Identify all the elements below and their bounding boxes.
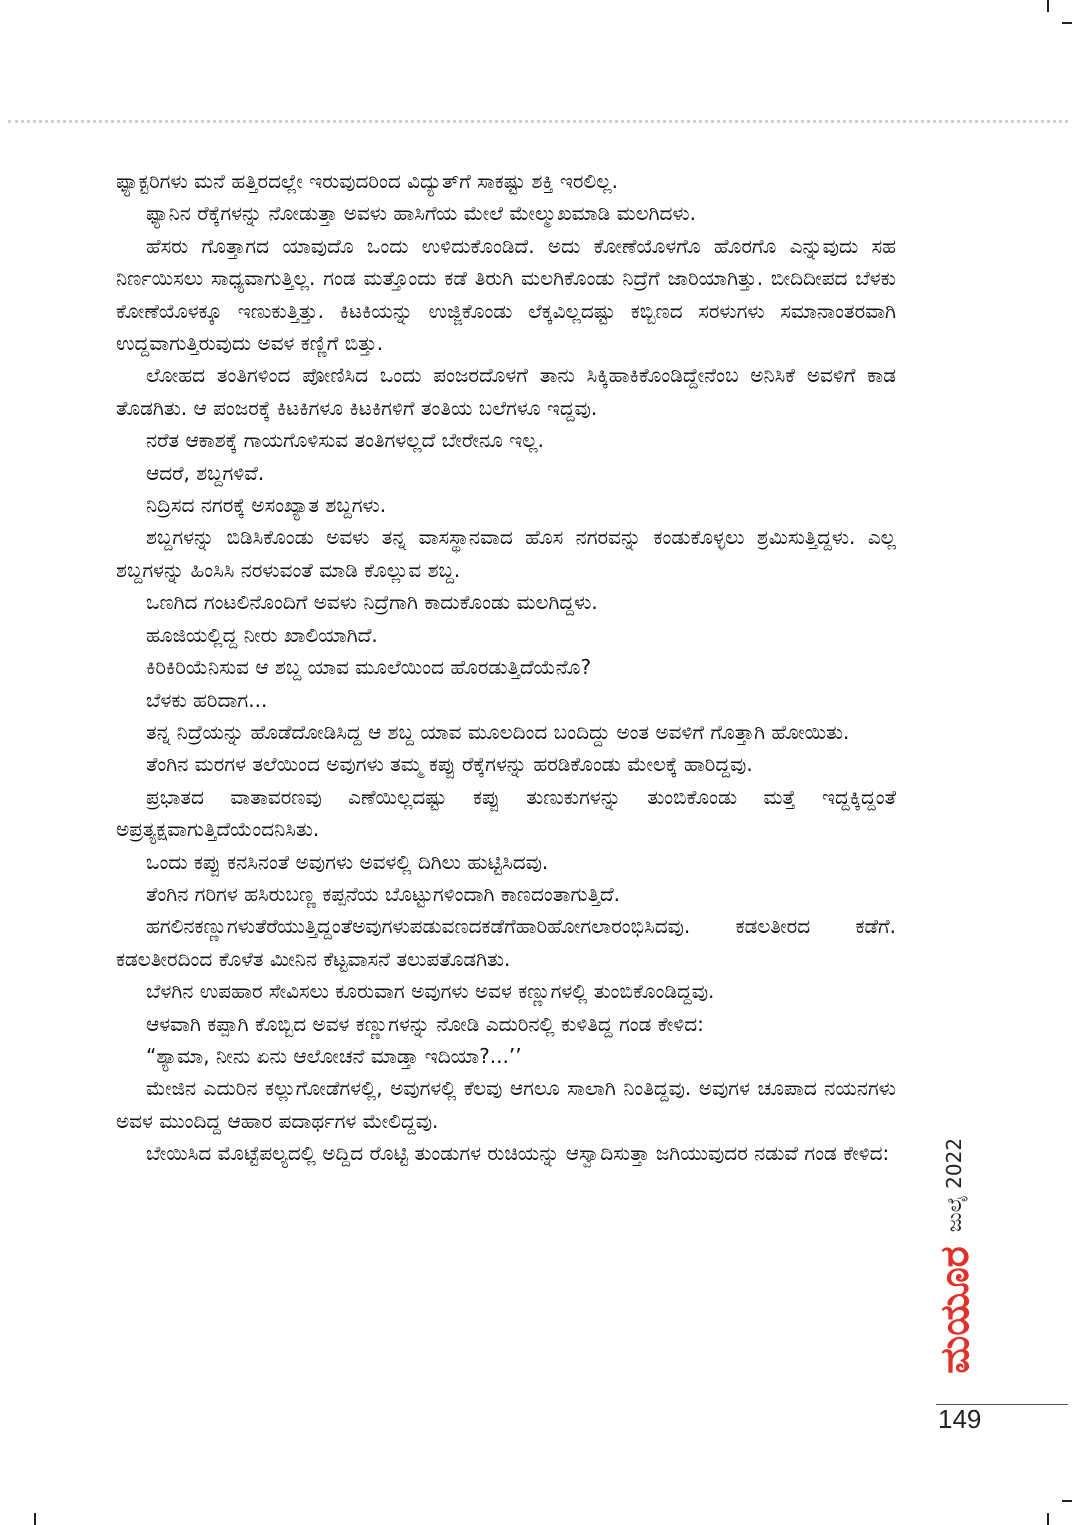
body-paragraph: ಬೆಳಗಿನ ಉಪಹಾರ ಸೇವಿಸಲು ಕೂರುವಾಗ ಅವುಗಳು ಅವಳ ಕಣ್ಣುಗಳಲ್ಲಿ ತುಂಬಿಕೊಂಡಿದ್ದವು. — [146, 979, 715, 1004]
crop-mark-top-right — [1047, 0, 1049, 12]
body-paragraph: ಫ್ಯಾನಿನ ರೆಕ್ಕೆಗಳನ್ನು ನೋಡುತ್ತಾ ಅವಳು ಹಾಸಿಗೆಯ ಮೇಲೆ ಮೇಲ್ಮುಖಮಾಡಿ ಮಲಗಿದಳು. — [146, 201, 697, 226]
magazine-name-text: ಮಯೂರ — [932, 1246, 978, 1374]
body-paragraph: “ಶ್ಯಾಮಾ, ನೀನು ಏನು ಆಲೋಚನೆ ಮಾಡ್ತಾ ಇದಿಯಾ?...’’ — [146, 1043, 522, 1068]
crop-mark-bottom-right — [1047, 1513, 1049, 1525]
crop-mark-right-upper — [1062, 22, 1072, 24]
body-paragraph: ತನ್ನ ನಿದ್ರೆಯನ್ನು ಹೊಡೆದೋಡಿಸಿದ್ದ ಆ ಶಬ್ದ ಯಾವ ಮೂಲದಿಂದ ಬಂದಿದ್ದು ಅಂತ ಅವಳಿಗೆ ಗೊತ್ತಾಗಿ ಹೋಯಿತು. — [146, 719, 850, 744]
crop-mark-bottom-left — [34, 1513, 36, 1525]
body-paragraph: ನಿದ್ರಿಸದ ನಗರಕ್ಕೆ ಅಸಂಖ್ಯಾತ ಶಬ್ದಗಳು. — [146, 493, 387, 518]
body-paragraph: ಬೆಳಕು ಹರಿದಾಗ... — [146, 687, 268, 712]
body-paragraph: ಮೇಜಿನ ಎದುರಿನ ಕಲ್ಲುಗೋಡೆಗಳಲ್ಲಿ, ಅವುಗಳಲ್ಲಿ ಕೆಲವು ಆಗಲೂ ಸಾಲಾಗಿ ನಿಂತಿದ್ದವು. ಅವುಗಳ ಚೂಪಾದ ನಯನಗಳು ಅವಳ ಮುಂದಿದ್ದ ಆಹಾರ ಪದಾರ್ಥಗಳ ಮೇಲಿದ್ದವು. — [116, 1076, 896, 1133]
body-paragraph: ಒಣಗಿದ ಗಂಟಲಿನೊಂದಿಗೆ ಅವಳು ನಿದ್ರೆಗಾಗಿ ಕಾದುಕೊಂಡು ಮಲಗಿದ್ದಳು. — [146, 590, 598, 615]
body-paragraph: ತೆಂಗಿನ ಗರಿಗಳ ಹಸಿರುಬಣ್ಣ ಕಪ್ಪನೆಯ ಬೊಟ್ಟುಗಳಿಂದಾಗಿ ಕಾಣದಂತಾಗುತ್ತಿದೆ. — [146, 881, 621, 906]
body-paragraph: ಒಂದು ಕಪ್ಪು ಕನಸಿನಂತೆ ಅವುಗಳು ಅವಳಲ್ಲಿ ದಿಗಿಲು ಹುಟ್ಟಿಸಿದವು. — [146, 849, 549, 874]
magazine-logo — [920, 1225, 990, 1395]
body-paragraph: ಪ್ರಭಾತದ ವಾತಾವರಣವು ಎಣೆಯಿಲ್ಲದಷ್ಟು ಕಪ್ಪು ತುಣುಕುಗಳನ್ನು ತುಂಬಿಕೊಂಡು ಮತ್ತೆ ಇದ್ದಕ್ಕಿದ್ದಂತೆ ಅಪ್ರತ್ಯಕ್ಷವಾಗುತ್ತಿದೆಯೆಂದನಿಸಿತು. — [116, 784, 896, 842]
body-paragraph: ಆಳವಾಗಿ ಕಪ್ಪಾಗಿ ಕೊಬ್ಬಿದ ಅವಳ ಕಣ್ಣುಗಳನ್ನು ನೋಡಿ ಎದುರಿನಲ್ಲಿ ಕುಳಿತಿದ್ದ ಗಂಡ ಕೇಳಿದ: — [146, 1011, 704, 1036]
body-paragraph: ಕಿರಿಕಿರಿಯೆನಿಸುವ ಆ ಶಬ್ದ ಯಾವ ಮೂಲೆಯಿಂದ ಹೊರಡುತ್ತಿದೆಯೆನೊ? — [146, 655, 592, 680]
body-paragraph: ತೆಂಗಿನ ಮರಗಳ ತಲೆಯಿಂದ ಅವುಗಳು ತಮ್ಮ ಕಪ್ಪು ರೆಕ್ಕೆಗಳನ್ನು ಹರಡಿಕೊಂಡು ಮೇಲಕ್ಕೆ ಹಾರಿದ್ದವು. — [146, 752, 753, 777]
body-paragraph: ಹೆಸರು ಗೊತ್ತಾಗದ ಯಾವುದೊ ಒಂದು ಉಳಿದುಕೊಂಡಿದೆ. ಅದು ಕೋಣೆಯೊಳಗೊ ಹೊರಗೊ ಎನ್ನುವುದು ಸಹ ನಿರ್ಣಯಿಸಲು ಸಾಧ್ಯವಾಗುತ್ತಿಲ್ಲ. ಗಂಡ ಮತ್ತೊಂದು ಕಡೆ ತಿರುಗಿ ಮಲಗಿಕೊಂಡು ನಿದ್ರೆಗೆ ಜಾರಿಯಾಗಿತ್ತು. ಬೀದಿದೀಪದ ಬೆಳಕು ಕೋಣೆಯೊಳಕ್ಕೂ ಇಣುಕುತ್ತಿತ್ತು. ಕಿಟಕಿಯನ್ನು ಉಜ್ಜಿಕೊಂಡು ಲೆಕ್ಕವಿಲ್ಲದಷ್ಟು ಕಬ್ಬಿಣದ ಸರಳುಗಳು ಸಮಾನಾಂತರವಾಗಿ ಉದ್ದವಾಗುತ್ತಿರುವುದು ಅವಳ ಕಣ್ಣಿಗೆ ಬಿತ್ತು. — [116, 233, 896, 356]
header-dotted-rule — [8, 120, 1068, 123]
crop-mark-right-lower — [1062, 1500, 1072, 1502]
body-paragraph: ಹೂಜಿಯಲ್ಲಿದ್ದ ನೀರು ಖಾಲಿಯಾಗಿದೆ. — [146, 622, 378, 647]
body-paragraph: ಶಬ್ದಗಳನ್ನು ಬಿಡಿಸಿಕೊಂಡು ಅವಳು ತನ್ನ ವಾಸಸ್ಥಾನವಾದ ಹೊಸ ನಗರವನ್ನು ಕಂಡುಕೊಳ್ಳಲು ಶ್ರಮಿಸುತ್ತಿದ್ದಳು. ಎಲ್ಲ ಶಬ್ದಗಳನ್ನು ಹಿಂಸಿಸಿ ನರಳುವಂತೆ ಮಾಡಿ ಕೊಲ್ಲುವ ಶಬ್ದ. — [116, 525, 896, 582]
body-paragraph: ಆದರೆ, ಶಬ್ದಗಳಿವೆ. — [146, 460, 265, 485]
issue-date-text: ಜುಲೈ 2022 — [942, 1137, 966, 1233]
body-paragraph: ಬೇಯಿಸಿದ ಮೊಟ್ಟೆಪಲ್ಯದಲ್ಲಿ ಅದ್ದಿದ ರೊಟ್ಟಿ ತುಂಡುಗಳ ರುಚಿಯನ್ನು ಆಸ್ವಾದಿಸುತ್ತಾ ಜಗಿಯುವುದರ ನಡುವೆ ಗಂಡ ಕೇಳಿದ: — [146, 1141, 890, 1166]
body-paragraph: ಹಗಲಿನಕಣ್ಣುಗಳುತೆರೆಯುತ್ತಿದ್ದಂತೆಅವುಗಳುಪಡುವಣದಕಡೆಗೆಹಾರಿಹೋಗಲಾರಂಭಿಸಿದವು. ಕಡಲತೀರದ ಕಡೆಗೆ. ಕಡಲತೀರದಿಂದ ಕೊಳೆತ ಮೀನಿನ ಕೆಟ್ಟವಾಸನೆ ತಲುಪತೊಡಗಿತು. — [116, 914, 896, 971]
page-number: 149 — [938, 1404, 982, 1434]
body-paragraph: ನರೆತ ಆಕಾಶಕ್ಕೆ ಗಾಯಗೊಳಿಸುವ ತಂತಿಗಳಲ್ಲದೆ ಬೇರೇನೂ ಇಲ್ಲ. — [146, 428, 544, 453]
body-paragraph: ಲೋಹದ ತಂತಿಗಳಿಂದ ಪೋಣಿಸಿದ ಒಂದು ಪಂಜರದೊಳಗೆ ತಾನು ಸಿಕ್ಕಿಹಾಕಿಕೊಂಡಿದ್ದೇನೆಂಬ ಅನಿಸಿಕೆ ಅವಳಿಗೆ ಕಾಡ ತೊಡಗಿತು. ಆ ಪಂಜರಕ್ಕೆ ಕಿಟಕಿಗಳೂ ಕಿಟಕಿಗಳಿಗೆ ತಂತಿಯ ಬಲೆಗಳೂ ಇದ್ದವು. — [116, 363, 896, 420]
issue-date-label — [924, 1137, 984, 1233]
article-body — [116, 165, 896, 1170]
body-paragraph: ಫ್ಯಾಕ್ಟರಿಗಳು ಮನೆ ಹತ್ತಿರದಲ್ಲೇ ಇರುವುದರಿಂದ ವಿದ್ಯುತ್‌ಗೆ ಸಾಕಷ್ಟು ಶಕ್ತಿ ಇರಲಿಲ್ಲ. — [116, 169, 618, 193]
